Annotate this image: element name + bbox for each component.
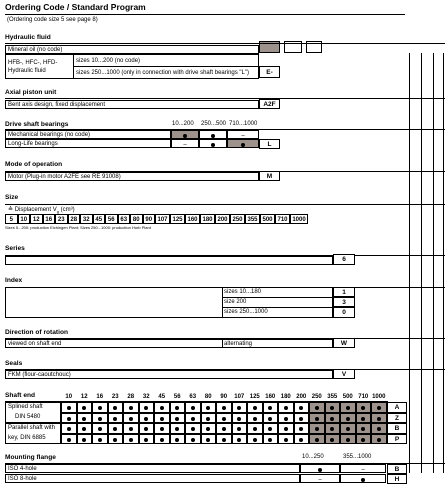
- dot-icon: [144, 427, 148, 431]
- section-mounting-flange: Mounting flange: [5, 454, 56, 461]
- shaft-cell: [309, 413, 325, 424]
- code-index-1: 1: [333, 287, 355, 297]
- size-cell: 16: [43, 214, 56, 224]
- code-seals: V: [333, 369, 355, 379]
- size-cell: 56: [105, 214, 118, 224]
- shaft-cell: [77, 413, 93, 424]
- shaft-cell: [92, 423, 108, 434]
- dot-icon: [299, 427, 303, 431]
- shaft-cell: [216, 434, 232, 445]
- shaft-cell: [123, 413, 139, 424]
- dot-icon: [67, 438, 71, 442]
- dot-icon: [346, 417, 350, 421]
- shaft-cell: [278, 423, 294, 434]
- row-label: ISO 4-hole: [8, 465, 37, 472]
- dot-icon: [160, 417, 164, 421]
- shaft-cell: [356, 434, 372, 445]
- shaft-cell: [77, 423, 93, 434]
- size-cell: 107: [155, 214, 170, 224]
- dot-icon: [129, 406, 133, 410]
- connector: [421, 53, 422, 473]
- dot-icon: [67, 406, 71, 410]
- shaft-cell: [185, 402, 201, 413]
- shaft-size-label: 32: [142, 394, 150, 400]
- shaft-size-label: 16: [96, 394, 104, 400]
- dot-icon: [160, 438, 164, 442]
- shaft-cell: [371, 402, 387, 413]
- shaft-cell: [340, 423, 356, 434]
- cell: [199, 139, 227, 148]
- shaft-cell: [92, 402, 108, 413]
- size-cell: 80: [130, 214, 143, 224]
- connector: [409, 53, 410, 473]
- dot-icon: [98, 406, 102, 410]
- shaft-cell: [371, 434, 387, 445]
- shaft-cell: [247, 434, 263, 445]
- size-cell: 23: [55, 214, 68, 224]
- index-box: [5, 287, 333, 318]
- dot-icon: [377, 417, 381, 421]
- dot-icon: [284, 438, 288, 442]
- shaft-size-label: 90: [220, 394, 228, 400]
- dot-icon: [206, 417, 210, 421]
- code-mode: M: [259, 171, 280, 181]
- dot-icon: [191, 417, 195, 421]
- row-iso8: [5, 474, 300, 483]
- dot-icon: [361, 438, 365, 442]
- shaft-size-label: 45: [158, 394, 166, 400]
- shaft-cell: [294, 423, 310, 434]
- section-direction-of-rotation: Direction of rotation: [5, 329, 69, 336]
- shaft-cell: [356, 423, 372, 434]
- dot-icon: [175, 406, 179, 410]
- dot-icon: [330, 406, 334, 410]
- size-cell: 355: [245, 214, 260, 224]
- row-label: HFB-, HFC-, HFD-: [8, 60, 58, 66]
- divider: [222, 339, 223, 348]
- dot-icon: [144, 438, 148, 442]
- dot-icon: [361, 427, 365, 431]
- size-cell: 5: [5, 214, 18, 224]
- shaft-cell: [92, 434, 108, 445]
- section-index: Index: [5, 277, 23, 284]
- dot-icon: [222, 417, 226, 421]
- shaft-cell: [185, 434, 201, 445]
- size-cell: 500: [260, 214, 275, 224]
- dot-icon: [315, 406, 319, 410]
- code-index-0: 0: [333, 307, 355, 318]
- row-label: sizes 10...200 (no code): [76, 58, 141, 64]
- shaft-cell: [201, 423, 217, 434]
- shaft-cell: [170, 402, 186, 413]
- row-label: key, DIN 6885: [8, 435, 46, 441]
- shaft-cell: [340, 402, 356, 413]
- rule: [73, 66, 259, 67]
- shaft-size-label: 107: [234, 394, 245, 400]
- divider: [222, 287, 223, 318]
- size-cell: 28: [68, 214, 81, 224]
- shaft-cell: [201, 413, 217, 424]
- dot-icon: [175, 417, 179, 421]
- dot-icon: [191, 406, 195, 410]
- size-cell: 63: [118, 214, 131, 224]
- dot-icon: [330, 417, 334, 421]
- shaft-cell: [325, 434, 341, 445]
- section-seals: Seals: [5, 360, 23, 367]
- connector: [433, 53, 434, 473]
- dot-icon: [206, 438, 210, 442]
- col-head: 710...1000: [229, 121, 258, 127]
- shaft-cell: [108, 413, 124, 424]
- shaft-cell: [216, 423, 232, 434]
- dot-icon: [299, 406, 303, 410]
- shaft-cell: [139, 434, 155, 445]
- cell: –: [171, 139, 199, 148]
- size-cell: 32: [80, 214, 93, 224]
- shaft-cell: [154, 423, 170, 434]
- dot-icon: [160, 427, 164, 431]
- code-rotation: W: [333, 338, 355, 348]
- col-head: 10...200: [172, 121, 194, 127]
- dot-icon: [113, 438, 117, 442]
- row-label: sizes 10...180: [224, 289, 262, 295]
- shaft-size-label: 710: [358, 394, 369, 400]
- shaft-size-label: 28: [127, 394, 135, 400]
- dot-icon: [129, 438, 133, 442]
- shaft-size-label: 500: [342, 394, 353, 400]
- shaft-cell: [356, 413, 372, 424]
- size-cell: 160: [185, 214, 200, 224]
- dot-icon: [346, 406, 350, 410]
- row-label: DIN 5480: [15, 414, 41, 420]
- code-drive: L: [259, 139, 280, 149]
- size-cell: 45: [93, 214, 106, 224]
- shaft-cell: [309, 434, 325, 445]
- shaft-size-label: 56: [173, 394, 181, 400]
- row-label: Long-Life bearings: [8, 140, 58, 147]
- col-head: 10...250: [302, 454, 324, 460]
- shaft-cell: [325, 423, 341, 434]
- dot-icon: [160, 406, 164, 410]
- section-hydraulic-fluid: Hydraulic fluid: [5, 34, 51, 41]
- section-shaft-end: Shaft end: [5, 392, 36, 399]
- shaft-cell: [216, 402, 232, 413]
- shaft-cell: [232, 434, 248, 445]
- dot-icon: [191, 427, 195, 431]
- dot-icon: [191, 438, 195, 442]
- shaft-cell: [371, 423, 387, 434]
- dot-icon: [330, 427, 334, 431]
- cell: [199, 130, 227, 139]
- dot-icon: [377, 406, 381, 410]
- dot-icon: [299, 417, 303, 421]
- dot-icon: [268, 438, 272, 442]
- dot-icon: [98, 417, 102, 421]
- dot-icon: [268, 427, 272, 431]
- shaft-cell: [263, 423, 279, 434]
- size-cell: 12: [30, 214, 43, 224]
- shaft-size-label: 180: [280, 394, 291, 400]
- code-hydraulic: E-: [259, 66, 280, 78]
- dot-icon: [361, 417, 365, 421]
- dot-icon: [315, 417, 319, 421]
- shaft-cell: [278, 434, 294, 445]
- shaft-cell: [340, 434, 356, 445]
- shaft-cell: [278, 402, 294, 413]
- size-cell: 710: [275, 214, 290, 224]
- dot-icon: [82, 427, 86, 431]
- dot-icon: [222, 427, 226, 431]
- shaft-cell: [139, 413, 155, 424]
- rule: [5, 98, 445, 99]
- col-head: 355...1000: [343, 454, 372, 460]
- shaft-cell: [61, 434, 77, 445]
- shaft-cell: [294, 402, 310, 413]
- dot-icon: [175, 427, 179, 431]
- section-mode-of-operation: Mode of operation: [5, 161, 63, 168]
- row-series: [5, 256, 333, 265]
- code-series: 6: [333, 254, 355, 265]
- shaft-cell: [325, 402, 341, 413]
- size-cell: 180: [200, 214, 215, 224]
- shaft-size-label: 80: [204, 394, 212, 400]
- dot-icon: [346, 438, 350, 442]
- shaft-cell: [123, 423, 139, 434]
- shaft-cell: [325, 413, 341, 424]
- size-cell: 250: [230, 214, 245, 224]
- shaft-cell: [263, 413, 279, 424]
- dot-icon: [377, 427, 381, 431]
- size-note: Sizes 5...200: production Elchingen Plant; Sizes 250...1000: production Horb Plant: [5, 225, 151, 230]
- code-shaft: A: [387, 402, 407, 413]
- shaft-cell: [61, 413, 77, 424]
- dot-icon: [175, 438, 179, 442]
- shaft-cell: [139, 423, 155, 434]
- shaft-cell: [154, 413, 170, 424]
- dot-icon: [144, 417, 148, 421]
- dot-icon: [129, 417, 133, 421]
- size-cell: 10: [18, 214, 31, 224]
- code-axial: A2F: [259, 99, 280, 109]
- dot-icon: [129, 427, 133, 431]
- dot-icon: [268, 417, 272, 421]
- cell: [300, 464, 340, 473]
- shaft-cell: [123, 402, 139, 413]
- row-label: FKM (flour-caoutchouc): [8, 371, 71, 378]
- code-flange-h: H: [387, 474, 407, 484]
- dot-icon: [315, 438, 319, 442]
- dot-icon: [144, 406, 148, 410]
- dot-icon: [113, 417, 117, 421]
- cell: [171, 130, 199, 139]
- dot-icon: [253, 406, 257, 410]
- connector: [443, 53, 444, 473]
- row-label: Hydraulic fluid: [8, 68, 46, 74]
- shaft-cell: [356, 402, 372, 413]
- dot-icon: [237, 438, 241, 442]
- dot-icon: [206, 406, 210, 410]
- shaft-cell: [185, 413, 201, 424]
- shaft-cell: [77, 402, 93, 413]
- shaft-cell: [201, 434, 217, 445]
- dot-icon: [98, 438, 102, 442]
- dot-icon: [82, 438, 86, 442]
- row-label: Motor (Plug-in motor A2FE see RE 91008): [8, 173, 121, 180]
- col-head: 250...500: [201, 121, 227, 127]
- row-label: size 200: [224, 299, 247, 305]
- rule: [5, 204, 445, 205]
- cell: –: [340, 464, 386, 473]
- shaft-cell: [170, 423, 186, 434]
- dot-icon: [284, 417, 288, 421]
- rule: [222, 307, 333, 308]
- dot-icon: [67, 417, 71, 421]
- code-flange-b: B: [387, 464, 407, 474]
- dot-icon: [253, 427, 257, 431]
- rule: [222, 297, 333, 298]
- dot-icon: [237, 417, 241, 421]
- dot-icon: [346, 427, 350, 431]
- shaft-cell: [232, 413, 248, 424]
- shaft-size-label: 23: [111, 394, 119, 400]
- dot-icon: [67, 427, 71, 431]
- shaft-cell: [108, 423, 124, 434]
- dot-icon: [113, 427, 117, 431]
- dot-icon: [82, 406, 86, 410]
- shaft-size-label: 12: [80, 394, 88, 400]
- dot-icon: [315, 427, 319, 431]
- shaft-size-label: 125: [249, 394, 260, 400]
- dot-icon: [253, 417, 257, 421]
- shaft-cell: [77, 434, 93, 445]
- dot-icon: [299, 438, 303, 442]
- page-title: Ordering Code / Standard Program: [5, 2, 146, 12]
- cell: [227, 139, 259, 148]
- dot-icon: [237, 406, 241, 410]
- section-drive-shaft-bearings: Drive shaft bearings: [5, 121, 69, 128]
- size-cell: 1000: [290, 214, 308, 224]
- size-cell: 200: [215, 214, 230, 224]
- dot-icon: [268, 406, 272, 410]
- shaft-cell: [340, 413, 356, 424]
- rule: [5, 43, 445, 44]
- shaft-cell: [139, 402, 155, 413]
- shaft-cell: [154, 402, 170, 413]
- shaft-cell: [294, 434, 310, 445]
- row-label: sizes 250...1000 (only in connection with drive shaft bearings "L"): [76, 70, 250, 76]
- row-label: Mineral oil (no code): [8, 46, 63, 53]
- row-label: viewed on shaft end: [8, 340, 62, 347]
- shaft-cell: [170, 434, 186, 445]
- shaft-cell: [263, 434, 279, 445]
- page-subtitle: (Ordering code size 5 see page 8): [7, 17, 98, 23]
- shaft-size-label: 10: [65, 394, 73, 400]
- shaft-cell: [263, 402, 279, 413]
- cell: –: [300, 474, 340, 483]
- row-label: sizes 250...1000: [224, 309, 268, 315]
- shaft-cell: [92, 413, 108, 424]
- title-rule: [5, 14, 405, 15]
- shaft-size-label: 1000: [372, 394, 386, 400]
- row-value: alternating: [224, 340, 253, 347]
- code-shaft: Z: [387, 413, 407, 424]
- shaft-size-label: 355: [327, 394, 338, 400]
- dot-icon: [284, 427, 288, 431]
- dot-icon: [206, 427, 210, 431]
- size-cell: 90: [143, 214, 156, 224]
- cell: [340, 474, 386, 483]
- shaft-size-label: 63: [189, 394, 197, 400]
- section-axial-piston-unit: Axial piston unit: [5, 89, 57, 96]
- size-cell: 125: [170, 214, 185, 224]
- code-shaft: P: [387, 434, 407, 445]
- shaft-cell: [108, 402, 124, 413]
- shaft-cell: [232, 423, 248, 434]
- shaft-cell: [185, 423, 201, 434]
- row-label: Splined shaft: [8, 404, 43, 410]
- shaft-cell: [170, 413, 186, 424]
- row-label: Bent axis design, fixed displacement: [8, 101, 106, 108]
- dot-icon: [113, 406, 117, 410]
- shaft-cell: [232, 402, 248, 413]
- section-size: Size: [5, 194, 19, 201]
- dot-icon: [330, 438, 334, 442]
- dot-icon: [222, 438, 226, 442]
- row-label: Mechanical bearings (no code): [8, 131, 91, 138]
- shaft-cell: [61, 423, 77, 434]
- code-shaft: B: [387, 423, 407, 434]
- shaft-cell: [61, 402, 77, 413]
- shaft-size-label: 250: [311, 394, 322, 400]
- row-iso4: [5, 464, 300, 473]
- shaft-cell: [247, 402, 263, 413]
- shaft-cell: [278, 413, 294, 424]
- shaft-size-label: 200: [296, 394, 307, 400]
- shaft-cell: [371, 413, 387, 424]
- shaft-cell: [201, 402, 217, 413]
- section-series: Series: [5, 245, 25, 252]
- dot-icon: [253, 438, 257, 442]
- shaft-cell: [309, 423, 325, 434]
- dot-icon: [361, 406, 365, 410]
- dot-icon: [82, 417, 86, 421]
- dot-icon: [98, 427, 102, 431]
- dot-icon: [237, 427, 241, 431]
- displacement-label: ≙ Displacement $V_g$ (cm³): [8, 207, 75, 215]
- code-index-3: 3: [333, 297, 355, 307]
- row-label: Parallel shaft with: [8, 425, 56, 431]
- shaft-cell: [108, 434, 124, 445]
- shaft-cell: [309, 402, 325, 413]
- shaft-size-label: 160: [265, 394, 276, 400]
- shaft-cell: [247, 413, 263, 424]
- dot-icon: [222, 406, 226, 410]
- shaft-cell: [294, 413, 310, 424]
- shaft-cell: [154, 434, 170, 445]
- cell: –: [227, 130, 259, 139]
- shaft-cell: [247, 423, 263, 434]
- row-label: ISO 8-hole: [8, 475, 37, 482]
- dot-icon: [377, 438, 381, 442]
- shaft-cell: [123, 434, 139, 445]
- dot-icon: [284, 406, 288, 410]
- shaft-cell: [216, 413, 232, 424]
